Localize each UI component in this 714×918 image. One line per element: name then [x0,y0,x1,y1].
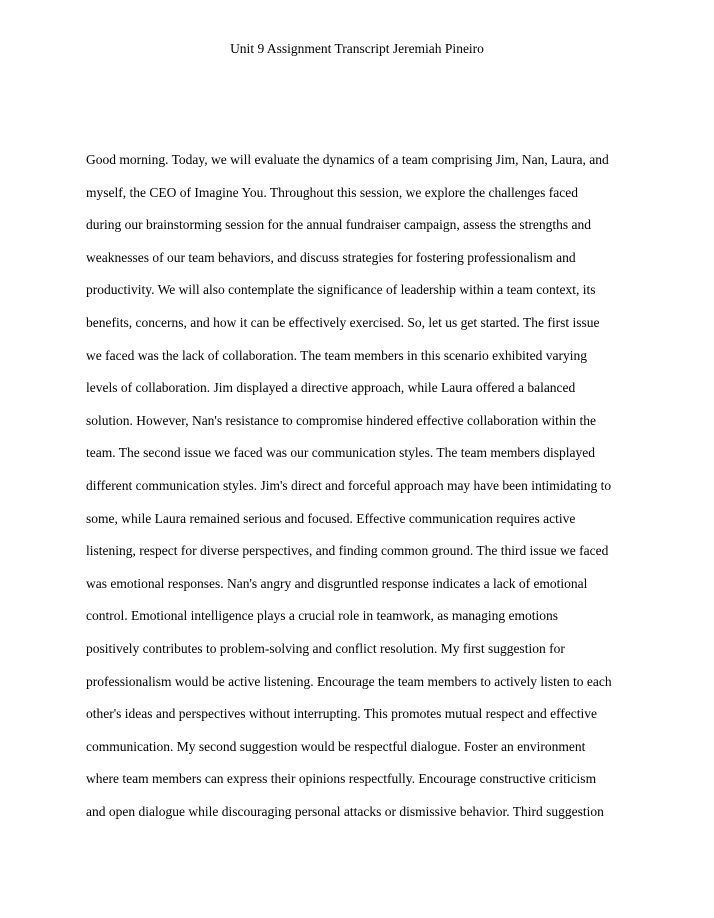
text-line: weaknesses of our team behaviors, and discuss strategies for fostering professionalism and [86,249,576,265]
text-line: myself, the CEO of Imagine You. Throughout this session, we explore the challenges faced [86,184,579,200]
text-line: during our brainstorming session for the annual fundraiser campaign, assess the strengths and [86,217,592,233]
text-line: solution. However, Nan's resistance to compromise hindered effective collaboration within the [86,412,596,428]
text-line: and open dialogue while discouraging personal attacks or dismissive behavior. Third suggestion [86,803,604,819]
text-line: other's ideas and perspectives without interrupting. This promotes mutual respect and effective [86,706,598,722]
text-line: different communication styles. Jim's direct and forceful approach may have been intimidating to [86,477,612,493]
text-line: team. The second issue we faced was our communication styles. The team members displayed [86,445,595,461]
text-line: was emotional responses. Nan's angry and disgruntled response indicates a lack of emotional [86,575,588,591]
text-line: control. Emotional intelligence plays a crucial role in teamwork, as managing emotions [86,608,558,624]
text-line: some, while Laura remained serious and focused. Effective communication requires active [86,510,576,526]
text-line: positively contributes to problem-solving and conflict resolution. My first suggestion for [86,640,565,656]
text-line: benefits, concerns, and how it can be effectively exercised. So, let us get started. The first issue [86,314,600,330]
text-line: levels of collaboration. Jim displayed a directive approach, while Laura offered a balanced [86,380,576,396]
text-line: where team members can express their opinions respectfully. Encourage constructive criticism [86,771,597,787]
document-body [86,149,646,833]
text-line: productivity. We will also contemplate the significance of leadership within a team context, its [86,282,596,298]
text-line: we faced was the lack of collaboration. The team members in this scenario exhibited varying [86,347,587,363]
text-line: Good morning. Today, we will evaluate the dynamics of a team comprising Jim, Nan, Laura, and [86,152,609,167]
text-line: professionalism would be active listening. Encourage the team members to actively listen to each [86,673,612,689]
page-header: Unit 9 Assignment Transcript Jeremiah Pineiro [230,41,484,56]
text-line: listening, respect for diverse perspectives, and finding common ground. The third issue we faced [86,543,609,559]
text-line: communication. My second suggestion would be respectful dialogue. Foster an environment [86,738,586,754]
